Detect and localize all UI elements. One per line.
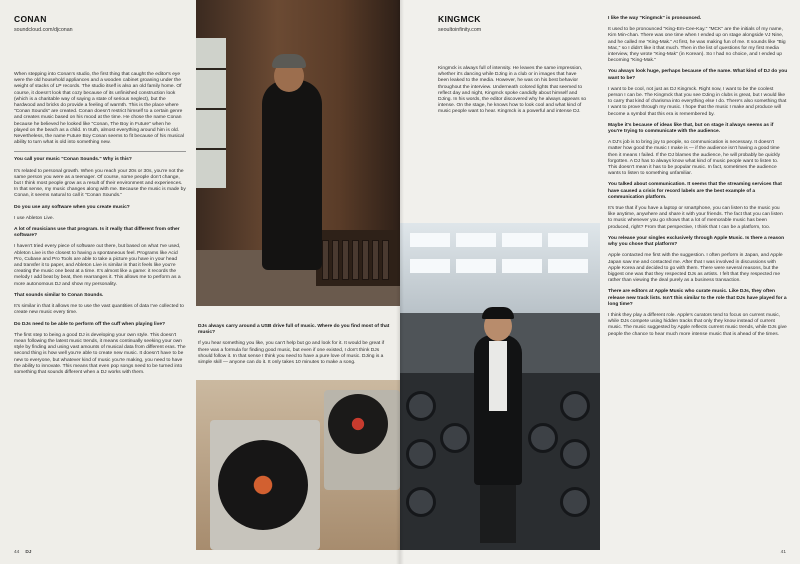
window xyxy=(196,38,226,188)
answer: I think they play a different role. Apple's curators tend to focus on current music, while DJs compete using hidden tracks that only they know instead of current music. The music suggested by Apple reflects current music trends, while DJs give people the chance to hear much more intense music that is ahead of the times. xyxy=(608,312,787,337)
right-text-column xyxy=(608,14,788,343)
right-folio xyxy=(781,550,786,555)
question: Do you use any software when you create music? xyxy=(14,204,130,210)
left-folio xyxy=(14,550,31,555)
artist-url-kingmck: seoultoinfinity.com xyxy=(438,27,482,33)
answer: It's true that if you have a laptop or smartphone, you can listen to the music you like anytime, anywhere and share it with your friends. The fact that you can listen to music whenever you go shows that a lot of memorable music has been produced, right? From that perspective, I think that I can be a platform, too. xyxy=(608,206,783,230)
answer: I use Ableton Live. xyxy=(14,215,54,221)
answer: I haven't tried every piece of software out there, but based on what I've used, Ableton Live is the closest to having a spontaneous feel. Programs like Acid Pro, Cubase and Pro Tools are able to take a picture you have in your head and transfer it to paper, and Ableton Live is similar in that it feels like you're creating the music one beat at a time. It's almost like a game: it records the melody I add beat by beat, then rearranges it. This allows me to perform as a more autonomous DJ and show my personality. xyxy=(14,244,181,287)
conan-studio-photo xyxy=(196,0,400,306)
artist-name-kingmck: KINGMCK xyxy=(438,14,481,24)
artist-url-conan: soundcloud.com/djconan xyxy=(14,27,73,33)
vinyl-record-icon xyxy=(328,394,388,454)
spread-gutter xyxy=(396,0,404,564)
conan-figure xyxy=(262,80,322,270)
question: I like the way "Kingmck" is pronounced. xyxy=(608,16,702,21)
question: That sounds similar to Conan Sounds. xyxy=(14,292,104,298)
right-page xyxy=(400,0,800,564)
page-number: 44 xyxy=(14,550,20,555)
answer: Apple contacted me first with the suggestion. I often perform in Japan, and Apple Japan saw me and contacted me. After that I was involved in discussions with Apple Korea and decided to go with them. There were several reasons, but the biggest one was that they respected DJs as artists. I felt that they respected me rather than viewing the deal purely as a business transaction. xyxy=(608,253,783,284)
question: A lot of musicians use that program. Is it really that different from other software? xyxy=(14,227,180,239)
artist-name-conan: CONAN xyxy=(14,14,47,24)
conan-intro: When stepping into Conan's studio, the first thing that caught the editor's eye were the old household appliances and a wooden cabinet groaning under the weight of stacks of LP records. The studio itself is also an old family home. Of course, it doesn't look that cozy because of its unfinished construction look (which is a charitable way of saying a state of serious neglect), but the hardwood and bricks do provide a feeling of warmth. This is the place where "Conan Sounds" are created. Conan doesn't restrict himself to a certain genre and creates music based on his mood at the time. He chose the name Conan because he believed he looked like "Conan, The Boy in Future" when he played on the beach as a child. In truth, almost everything around him is old. Nevertheless, the name Future Boy Conan seems to fit because of his musical ability to turn what is old into something new. xyxy=(14,72,184,146)
answer: I want to be cool, not just as DJ Kingmck. Right now, I want to be the coolest person I can be. The Kingmck that you see DJing in clubs is great, but I would like to carry that kind of charisma into everything else I do. There's also something that I want to prove through my music. I hope that the music I make and produce will become a symbol that this era is remembered by. xyxy=(608,86,787,117)
left-text-column xyxy=(14,72,186,381)
answer: It's related to personal growth. When you reach your 20s or 30s, you're not the same person you were as a teenager. Of course, some people don't change, but I think most people grow as a result of their environment and experiences. In that sense, my music changes along with me. Because the music is made by Conan, it seems natural to call it "Conan Sounds." xyxy=(14,168,186,199)
answer: The first step to being a good DJ is developing your own style. This doesn't mean following the latest music trends, it means continually seeking your own style by finding and using vast amounts of musical data from different eras. The second thing is how well you're able to create new music. It doesn't have to be new to everyone, but whatever kind of music you're making, you need to have the ability to innovate. This means that even pop songs need to be turned into something that sounds different when a DJ works with them. xyxy=(14,332,186,375)
question: You call your music "Conan Sounds." Why is this? xyxy=(14,157,132,163)
caption-column xyxy=(198,322,390,371)
answer: It used to be pronounced "King-Em-Cee-Kay." "MCK" are the initials of my name, Kim Min-chan. There was one time when I ended up on stage alongside VJ Nine, and he called me "King-Mak." At first, he was making fun of me. It sounds like "Big Mac," so I didn't like it that much. Then in the list of questions for my first media interview, they wrote "King-Mak" (in Korean). So I had no choice, and I ended up becoming "King-Mak." xyxy=(608,27,786,64)
section-label: DJ xyxy=(25,550,32,555)
section-divider xyxy=(14,151,186,152)
kingmck-intro: Kingmck is always full of intensity. He leaves the same impression, whether it's dancing while DJing in a club or in images that have been leaked to the media. However, he was on his best behavior throughout the interview. Underneath colored lights that seemed to reflect day and night, Kingmck spoke candidly about himself and DJing. In his words, the editor discovered why he always appears so intense. On the stage, he knows how to look cool and what kind of music people want to hear. Kingmck is a powerful and intense DJ. xyxy=(438,66,587,115)
kingmck-intro-column xyxy=(438,66,588,121)
question: Do DJs need to be able to perform off the cuff when playing live? xyxy=(14,321,166,327)
caption-answer: If you hear something you like, you can't help but go and look for it. It would be great if there was a formula for finding good music, but even if one existed, I don't think DJs should follow it. In that sense I think you need to have a pure love of music. DJing is a simple skill — anyone can do it. It only takes 10 minutes to make a song. xyxy=(198,341,385,366)
page-number: 41 xyxy=(780,550,786,555)
question: You always look huge, perhaps because of the name. What kind of DJ do you want to be? xyxy=(608,69,788,81)
kingmck-cap xyxy=(482,307,514,319)
answer: A DJ's job is to bring joy to people, so communication is necessary. It doesn't matter how good the music I make is — if the audience isn't having a good time then it means I failed. If the DJ blames the audience, he will probably be quickly forgotten. A DJ has to always know what kind of music people want to listen to. This doesn't mean it has to be popular music. In fact, sometimes the audience wants to listen to something unfamiliar. xyxy=(608,140,781,177)
answer: It's similar in that it allows me to use the vast quantities of data I've collected to create new music every time. xyxy=(14,304,184,316)
conan-beanie xyxy=(272,54,306,68)
question: You talked about communication. It seems that the streaming services that have caused a crisis for record labels are the best example of a communication platform. xyxy=(608,182,782,200)
caption-question: DJs always carry around a USB drive full of music. Where do you find most of that music? xyxy=(198,324,390,336)
turntables-photo xyxy=(196,380,400,550)
question: There are editors at Apple Music who curate music. Like DJs, they often release new track lists. Isn't this similar to the role that DJs have played for a long time? xyxy=(608,289,787,307)
question: You release your singles exclusively through Apple Music. Is there a reason why you chose that platform? xyxy=(608,235,785,248)
vinyl-record-icon xyxy=(218,440,308,530)
kingmck-photo xyxy=(400,223,600,550)
question: Maybe it's because of ideas like that, but on stage it always seems as if you're trying to communicate with the audience. xyxy=(608,122,774,135)
kingmck-shirt xyxy=(489,341,507,411)
